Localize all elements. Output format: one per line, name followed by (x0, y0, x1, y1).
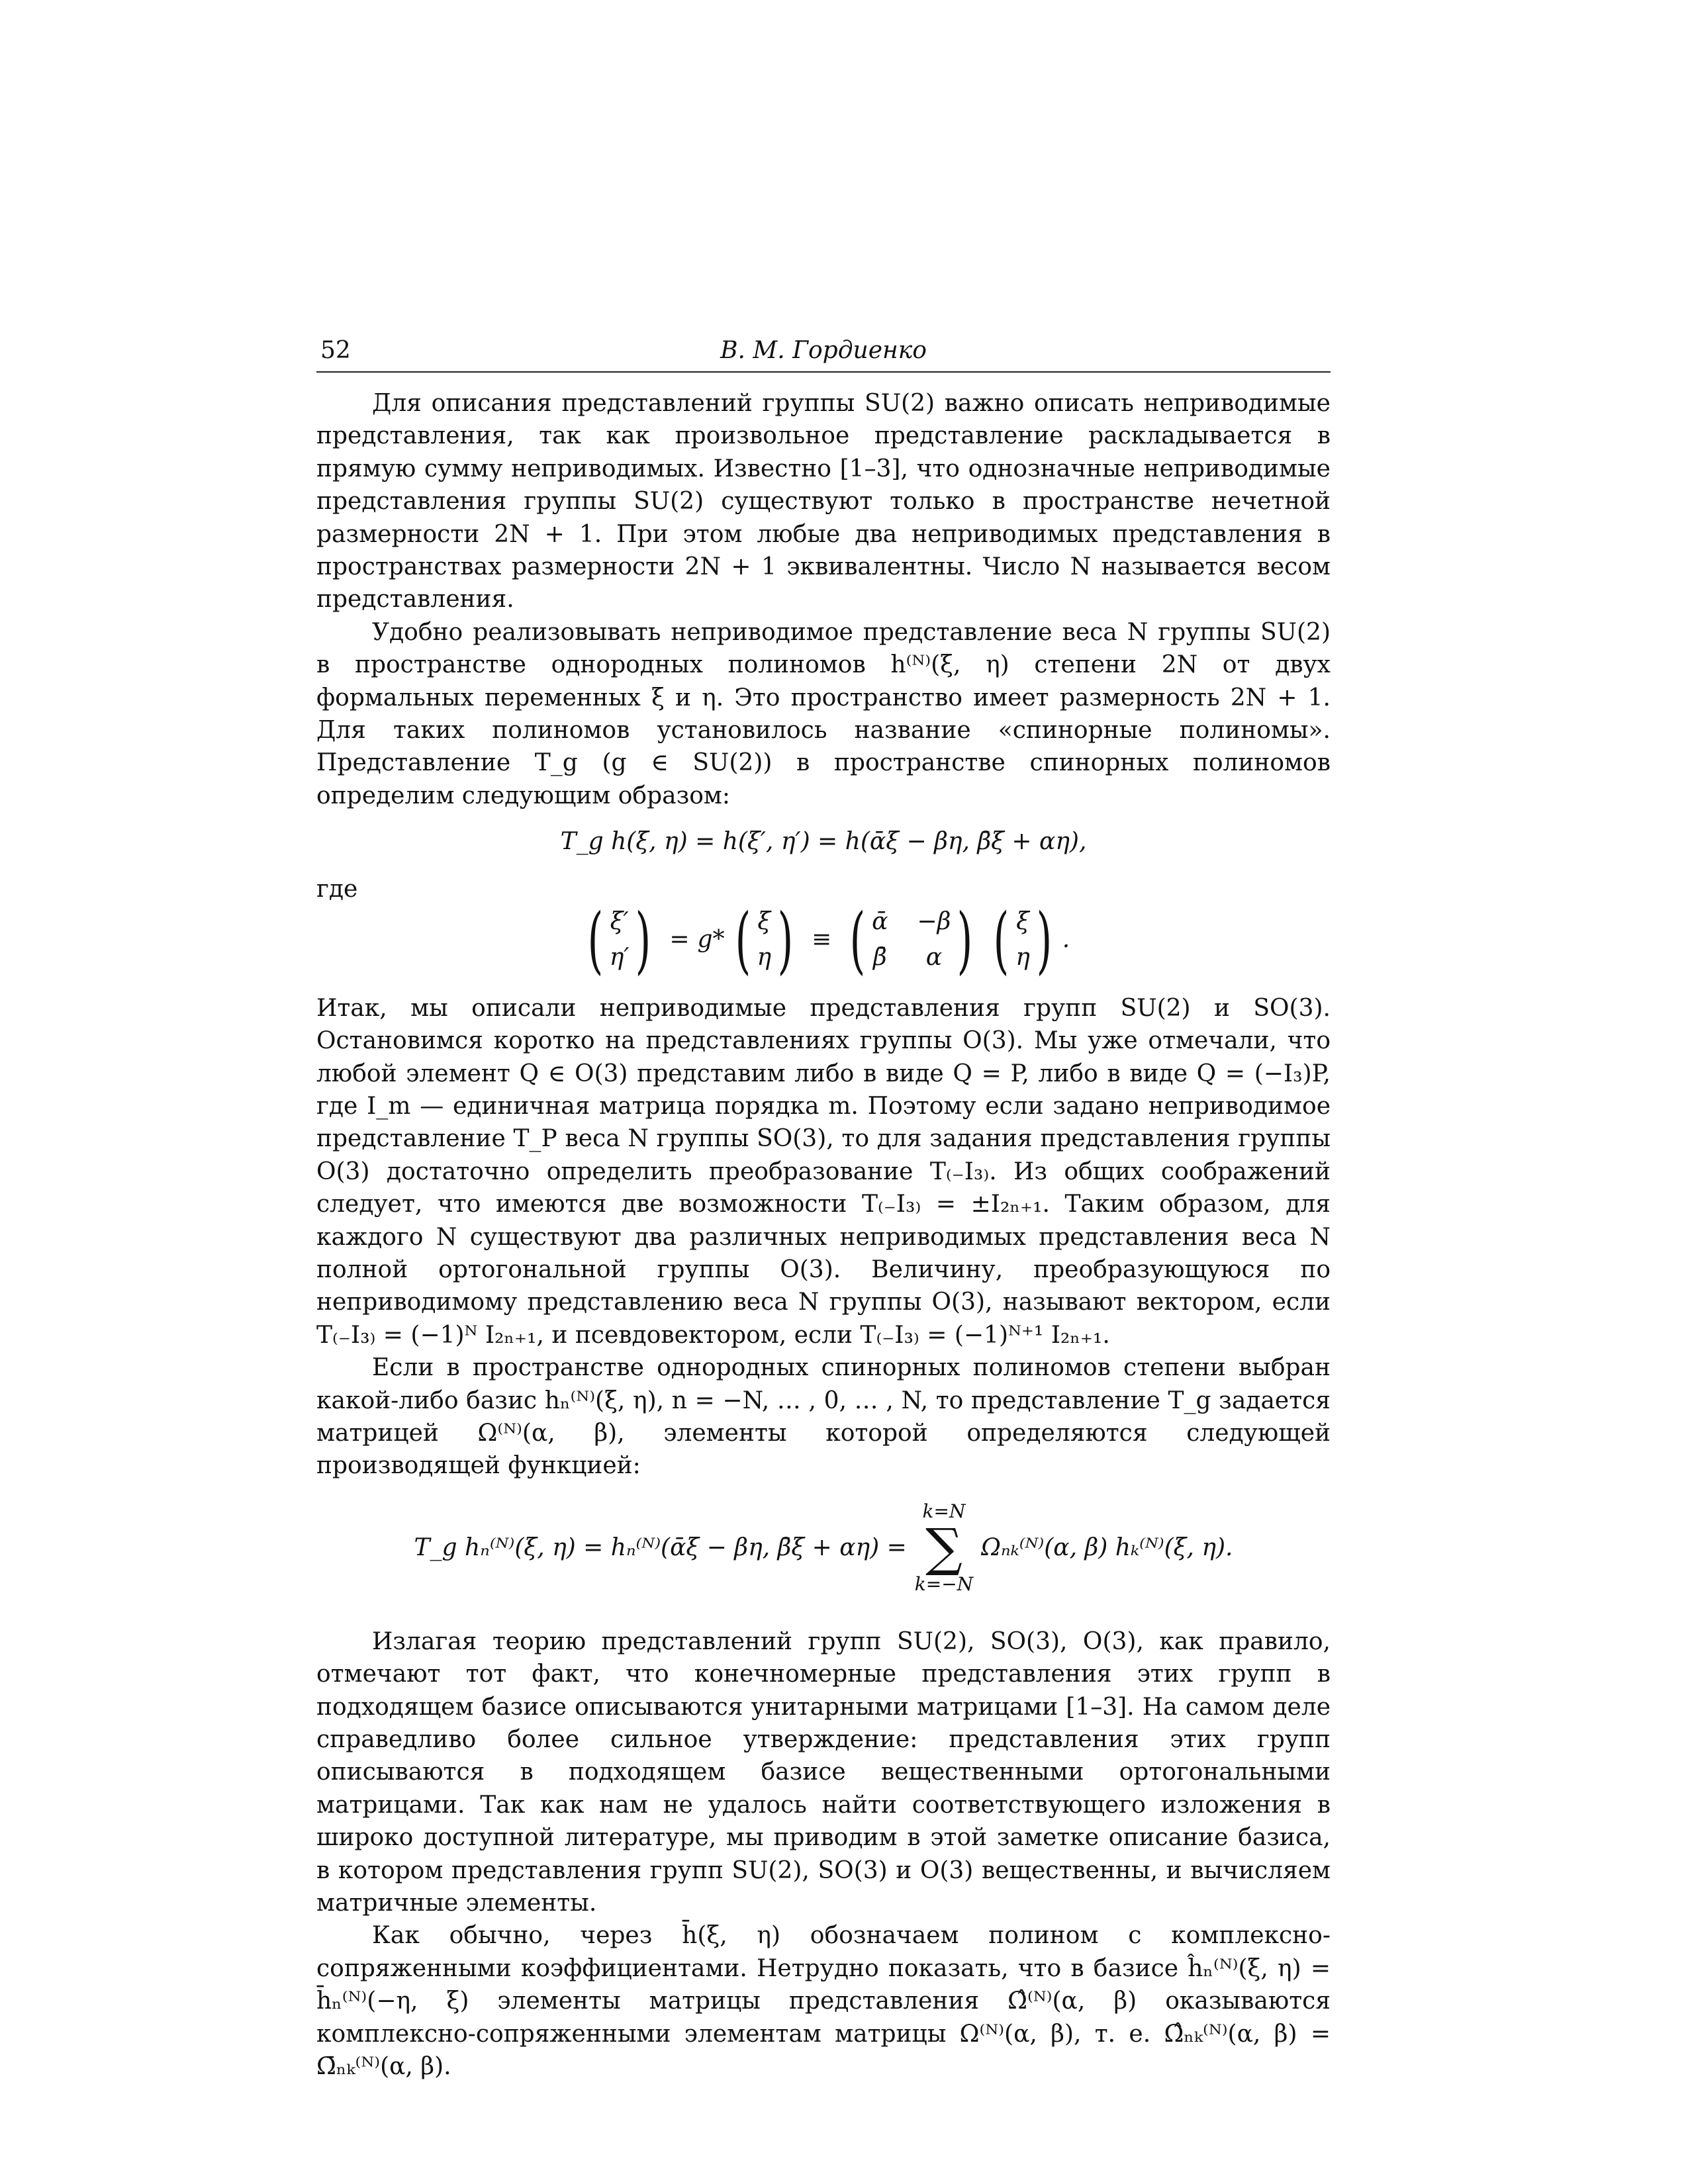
matrix-cell: η (757, 943, 772, 971)
page-number: 52 (320, 337, 351, 364)
matrix-cell: η′ (609, 943, 630, 971)
matrix-2x2: ( ᾱ −β β̄ α ) (849, 897, 973, 982)
paragraph-4: Если в пространстве однородных спинорных полиномов степени выбран какой-либо базис hₙ⁽ᴺ⁾(ξ, η), n = −N, … , 0, … , N, то представление T_g задается матрицей Ω⁽ᴺ⁾(α, β), элементы которой определяются следующей производящей функцией: (316, 1354, 1331, 1480)
paragraph-5: Излагая теорию представлений групп SU(2), SO(3), O(3), как правило, отмечают тот факт, что конечномерные представления этих групп в подходящем базисе описываются унитарными матрицами [1–3]. На самом деле справедливо более сильное утверждение: представления этих групп описываются в подходящем базисе вещественными ортогональными матрицами. Так как нам не удалось найти соответствующего изложения в широко доступной литературе, мы приводим в этой заметке описание базиса, в котором представления групп SU(2), SO(3) и O(3) вещественны, и вычисляем матричные элементы. (316, 1627, 1331, 1917)
paragraph-2: Удобно реализовывать неприводимое представление веса N группы SU(2) в пространстве однородных полиномов h⁽ᴺ⁾(ξ, η) степени 2N от двух формальных переменных ξ и η. Это пространство имеет размерность 2N + 1. Для таких полиномов установилось название «спинорные полиномы». Представление T_g (g ∈ SU(2)) в пространстве спинорных полиномов определим следующим образом: (316, 618, 1331, 809)
summation (915, 1501, 973, 1595)
paragraph-3: Итак, мы описали неприводимые представления групп SU(2) и SO(3). Остановимся коротко на представлениях группы O(3). Мы уже отмечали, что любой элемент Q ∈ O(3) представим либо в виде Q = P, либо в виде Q = (−I₃)P, где I_m — единичная матрица порядка m. Поэтому если задано неприводимое представление T_P веса N группы SO(3), то для задания представления группы O(3) достаточно определить преобразование T₍₋I₃₎. Из общих соображений следует, что имеются две возможности T₍₋I₃₎ = ±I₂ₙ₊₁. Таким образом, для каждого N существуют два различных неприводимых представления веса N полной ортогональной группы O(3). Величину, преобразующуюся по неприводимому представлению веса N группы O(3), называют вектором, если T₍₋I₃₎ = (−1)ᴺ I₂ₙ₊₁, и псевдовектором, если T₍₋I₃₎ = (−1)ᴺ⁺¹ I₂ₙ₊₁. (316, 994, 1331, 1349)
matrix-cell: −β (917, 907, 951, 935)
matrix-cell: ᾱ (872, 907, 888, 935)
equiv-sign: ≡ (812, 925, 832, 953)
vector-primed: ( ξ′ η′ ) (587, 897, 651, 982)
matrix-cell: ξ (757, 907, 771, 935)
matrix-cell: α (925, 943, 943, 971)
sum-lhs: T_g hₙ⁽ᴺ⁾(ξ, η) = hₙ⁽ᴺ⁾(ᾱξ − βη, β̄ξ + αη) = (414, 1534, 907, 1562)
formula-representation: T_g h(ξ, η) = h(ξ′, η′) = h(ᾱξ − βη, β̄ξ + αη), (560, 828, 1087, 856)
running-head-author: В. М. Гордиенко (720, 337, 927, 364)
formula-period: . (1062, 925, 1070, 953)
paragraph-6: Как обычно, через h̄(ξ, η) обозначаем полином с комплексно-сопряженными коэффициентами. Нетрудно показать, что в базисе ĥₙ⁽ᴺ⁾(ξ, η) = h̄ₙ⁽ᴺ⁾(−η, ξ) элементы матрицы представления Ω̂⁽ᴺ⁾(α, β) оказываются комплексно-сопряженными элементам матрицы Ω⁽ᴺ⁾(α, β), т. е. Ω̂ₙₖ⁽ᴺ⁾(α, β) = Ω̄ₙₖ⁽ᴺ⁾(α, β). (316, 1922, 1331, 2081)
sum-rhs: Ωₙₖ⁽ᴺ⁾(α, β) hₖ⁽ᴺ⁾(ξ, η). (981, 1534, 1233, 1562)
running-header (316, 334, 1331, 373)
vector-xi-eta-rhs: ( ξ η ) (993, 897, 1053, 982)
vector-xi-eta: ( ξ η ) (735, 897, 794, 982)
formula-matrix (316, 897, 1331, 982)
sum-lower-limit: k=−N (914, 1572, 974, 1595)
sum-upper-limit: k=N (922, 1500, 966, 1522)
formula-generating-function (316, 1501, 1331, 1595)
matrix-cell: β̄ (872, 943, 887, 971)
g-star: g* (697, 925, 725, 953)
where-label: где (316, 875, 358, 903)
matrix-cell: η (1015, 943, 1030, 971)
equals-sign: = (669, 925, 690, 953)
sigma-symbol: ∑ (925, 1518, 962, 1578)
article-body (316, 387, 1331, 2083)
paragraph-1: Для описания представлений группы SU(2) важно описать неприводимые представления, так как произвольное представление раскладывается в прямую сумму неприводимых. Известно [1–3], что однозначные неприводимые представления группы SU(2) существуют только в пространстве нечетной размерности 2N + 1. При этом любые два неприводимых представления в пространствах размерности 2N + 1 эквивалентны. Число N называется весом представления. (316, 390, 1331, 614)
matrix-cell: ξ′ (610, 907, 629, 935)
matrix-cell: ξ (1016, 907, 1029, 935)
page (316, 334, 1331, 2083)
